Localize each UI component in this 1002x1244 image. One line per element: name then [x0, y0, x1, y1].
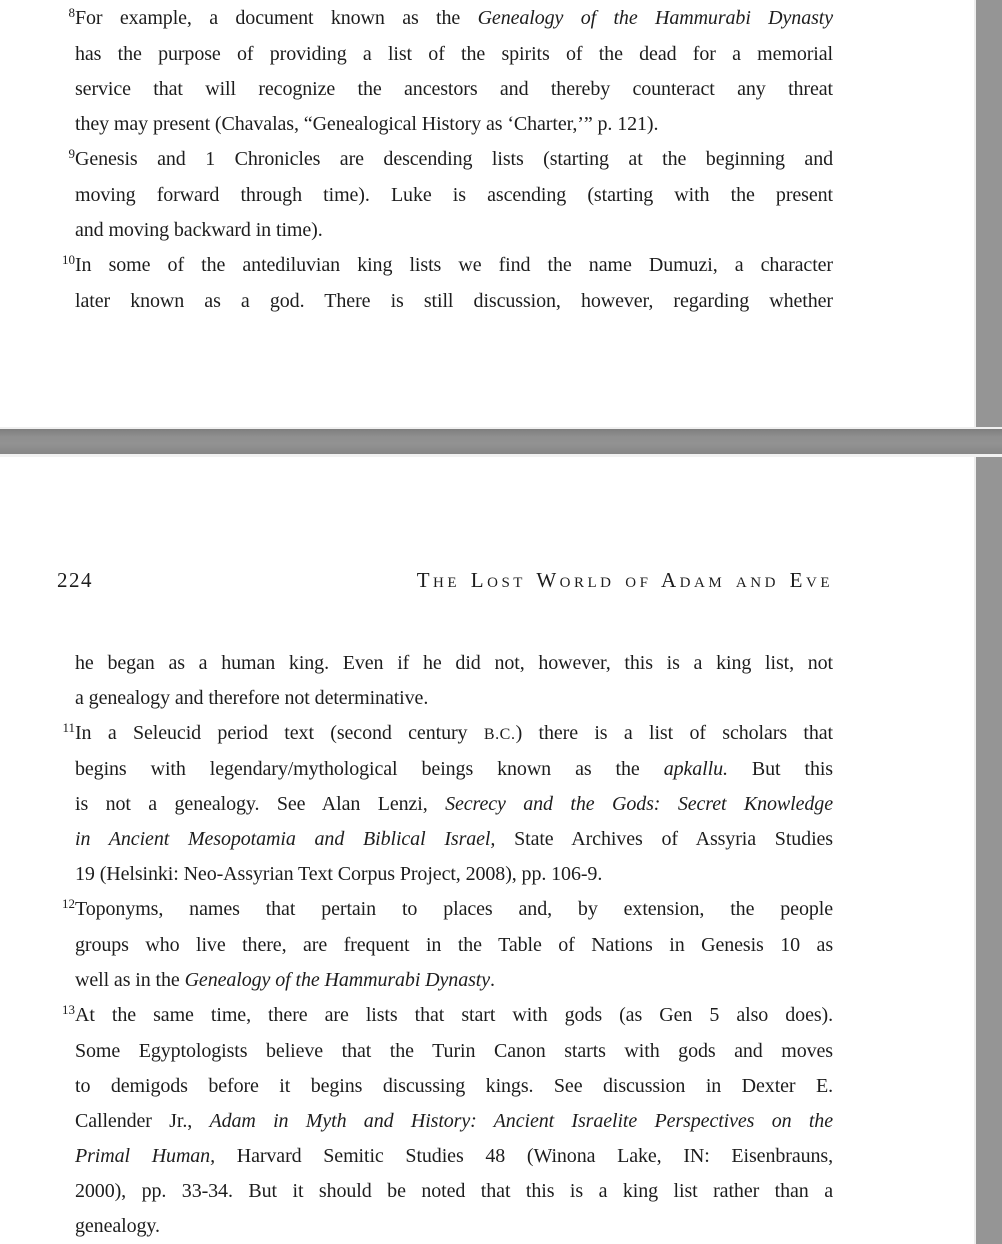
footnote-line [75, 1034, 833, 1069]
footnote-continuation [75, 646, 833, 716]
footnote-line [75, 681, 833, 716]
text-segment: Primal Human, [75, 1145, 215, 1167]
footnote-line [75, 107, 833, 142]
text-segment: Callender Jr., [75, 1110, 210, 1132]
footnote-line [75, 1139, 833, 1174]
text-segment: In some of the antediluvian king lists we find the name Dumuzi, a character [75, 254, 833, 276]
footnote-line [75, 857, 833, 892]
text-segment: moving forward through time). Luke is ascending (starting with the present [75, 184, 833, 206]
footnote-line [75, 1069, 833, 1104]
text-segment: Genealogy of the Hammurabi Dynasty [477, 7, 834, 29]
text-segment: Toponyms, names that pertain to places and, by extension, the people [75, 898, 833, 920]
text-segment: For example, a document known as the [75, 7, 478, 29]
text-segment: Genesis and 1 Chronicles are descending lists (starting at the beginning and [75, 148, 833, 170]
text-segment: is not a genealogy. See Alan Lenzi, [75, 793, 446, 815]
book-page-current [0, 457, 976, 1244]
footnote-line [75, 284, 833, 319]
text-segment: B.C. [483, 726, 516, 743]
text-segment: service that will recognize the ancestors and thereby counteract any threat [75, 78, 833, 100]
text-segment: begins with legendary/mythological beings known as the [75, 758, 664, 780]
text-segment: 19 (Helsinki: Neo-Assyrian Text Corpus Project, 2008), pp. 106-9. [75, 863, 603, 885]
footnotes-block [62, 1, 834, 319]
text-segment: and moving backward in time). [75, 219, 323, 241]
footnote-line [75, 928, 833, 963]
footnote-line [75, 787, 833, 822]
text-segment: to demigods before it begins discussing kings. See discussion in Dexter E. [75, 1075, 833, 1097]
footnote-line: 8For example, a document known as the Genealogy of the Hammurabi Dynasty [68, 5, 834, 29]
footnote-line [75, 1104, 833, 1139]
footnote-line: 11In a Seleucid period text (second century B.C.) there is a list of scholars that [62, 720, 833, 744]
text-segment: In a Seleucid period text (second century [75, 722, 484, 744]
footnote-line [75, 1209, 833, 1244]
book-page-previous [0, 0, 976, 427]
text-segment: they may present (Chavalas, “Genealogical History as ‘Charter,’” p. 121). [75, 113, 659, 135]
text-segment: But this [727, 758, 833, 780]
footnote-line [75, 1174, 833, 1209]
text-segment: State Archives of Assyria Studies [495, 828, 833, 850]
running-head: The Lost World of Adam and Eve [416, 568, 833, 592]
footnote-line [75, 37, 833, 72]
text-segment: in Ancient Mesopotamia and Biblical Israel, [75, 828, 496, 850]
text-segment: ) there is a list of scholars that [515, 722, 833, 744]
text-segment: apkallu. [663, 758, 728, 780]
text-segment: well as in the [75, 969, 185, 991]
text-segment: Some Egyptologists believe that the Turin Canon starts with gods and moves [75, 1040, 833, 1062]
page-gap [0, 427, 1002, 457]
text-segment: Harvard Semitic Studies 48 (Winona Lake, IN: Eisenbrauns, [214, 1145, 833, 1167]
footnote-12 [62, 892, 833, 998]
footnote-line [75, 213, 833, 248]
footnote-line [75, 646, 833, 681]
page-number: 224 [57, 568, 93, 592]
footnote-10 [62, 248, 833, 319]
footnote-line [75, 178, 833, 213]
page-header [57, 568, 833, 596]
text-segment: groups who live there, are frequent in the Table of Nations in Genesis 10 as [75, 934, 833, 956]
footnote-line: 13At the same time, there are lists that start with gods (as Gen 5 also does). [62, 1002, 833, 1026]
footnote-13 [62, 998, 833, 1244]
footnote-line: 9Genesis and 1 Chronicles are descending lists (starting at the beginning and [68, 146, 833, 170]
text-segment: he began as a human king. Even if he did not, however, this is a king list, not [75, 652, 833, 674]
footnote-line [75, 752, 833, 787]
footnote-9 [68, 142, 833, 248]
text-segment: At the same time, there are lists that start with gods (as Gen 5 also does). [75, 1004, 833, 1026]
text-segment: later known as a god. There is still discussion, however, regarding whether [75, 290, 833, 312]
footnote-line [75, 822, 833, 857]
text-segment: Genealogy of the Hammurabi Dynasty [184, 969, 491, 991]
footnote-line: 10In some of the antediluvian king lists we find the name Dumuzi, a character [62, 252, 833, 276]
footnote-11 [62, 716, 833, 892]
footnote-8 [68, 1, 834, 142]
text-segment: a genealogy and therefore not determinative. [75, 687, 429, 709]
text-segment: Adam in Myth and History: Ancient Israelite Perspectives on the [209, 1110, 833, 1132]
footnotes-block [62, 646, 833, 1244]
footnote-line [75, 963, 833, 998]
text-segment: 2000), pp. 33-34. But it should be noted that this is a king list rather than a [75, 1180, 833, 1202]
footnote-line [75, 72, 833, 107]
footnote-line: 12Toponyms, names that pertain to places and, by extension, the people [62, 896, 833, 920]
text-segment: . [490, 969, 495, 991]
text-segment: Secrecy and the Gods: Secret Knowledge [445, 793, 833, 815]
text-segment: has the purpose of providing a list of the spirits of the dead for a memorial [75, 43, 833, 65]
text-segment: genealogy. [75, 1215, 160, 1237]
